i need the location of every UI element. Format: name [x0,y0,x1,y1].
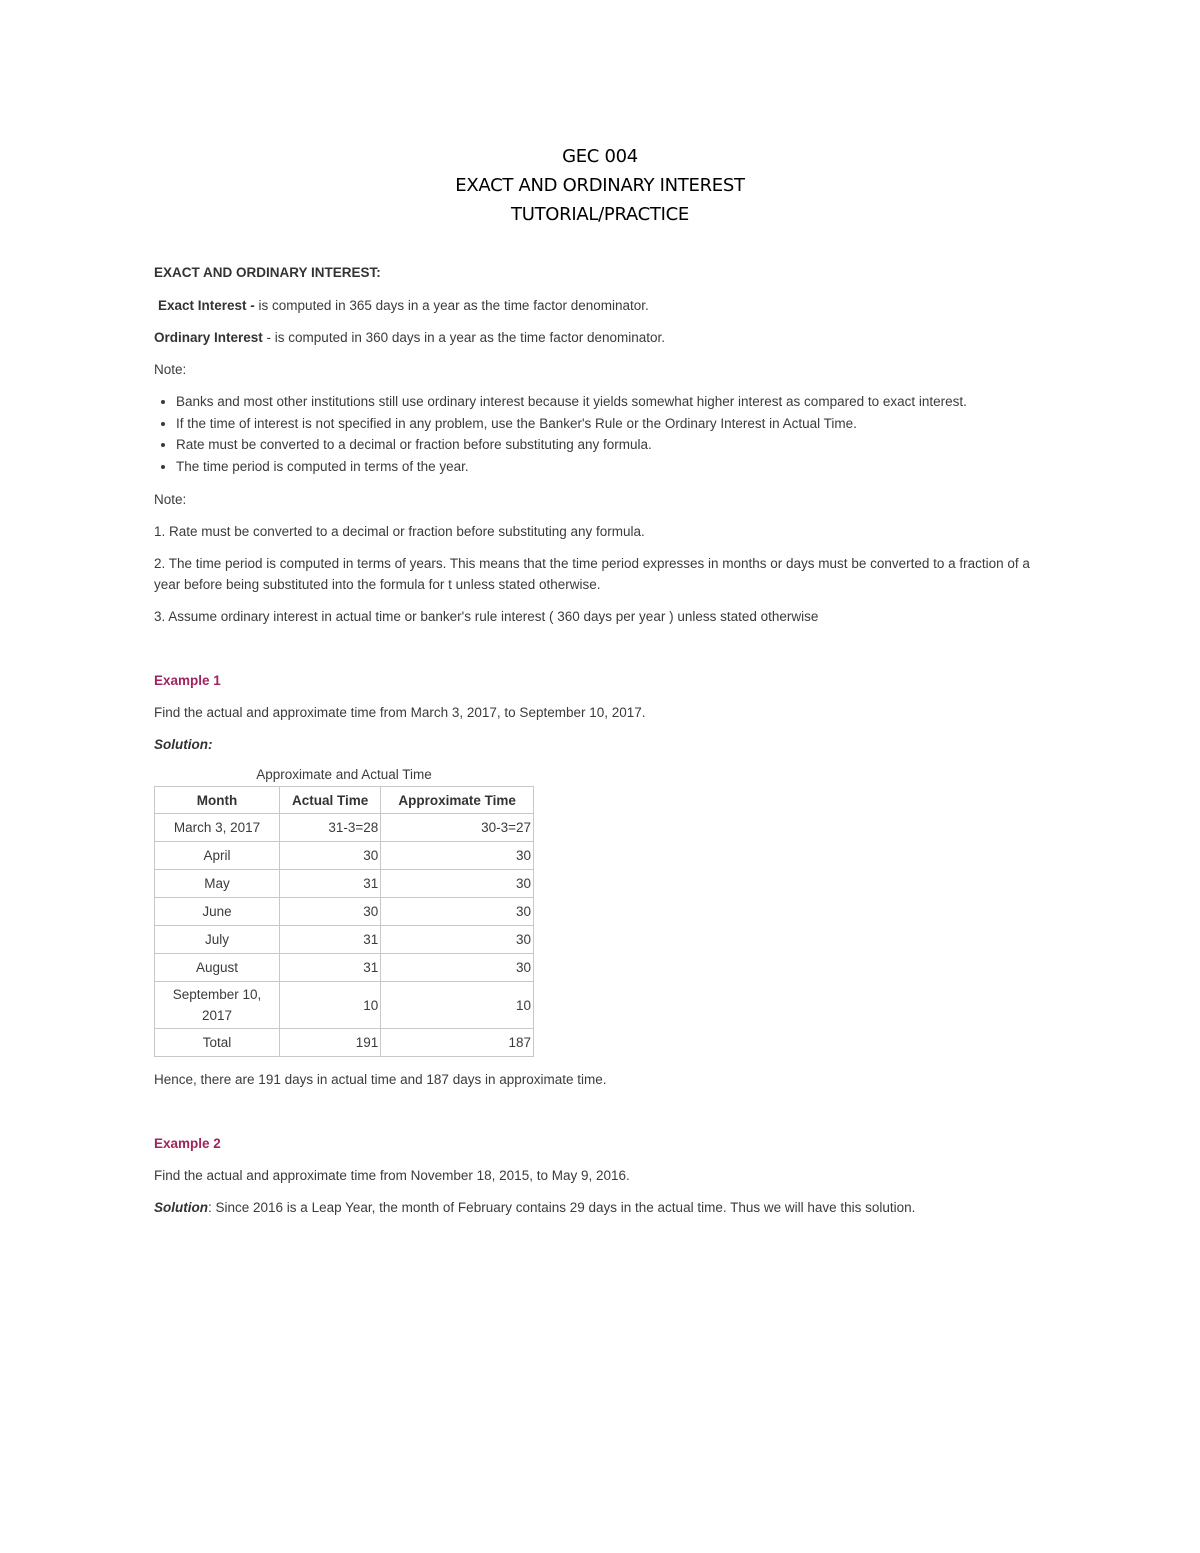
example-1-solution-label [154,734,1054,755]
list-item: • The time period is computed in terms of the year. [176,456,1054,478]
actual-time-cell: 31-3=28 [280,814,381,842]
time-table-container [154,766,534,1057]
table-row [155,926,534,954]
month-cell: September 10, 2017 [155,982,280,1029]
example-2-heading: Example 2 [154,1136,221,1151]
table-row [155,814,534,842]
solution-label: Solution: [154,737,213,752]
exact-interest-text: is computed in 365 days in a year as the time factor denominator. [254,298,649,313]
example-1-problem: Find the actual and approximate time from March 3, 2017, to September 10, 2017. [154,705,646,720]
document-title: EXACT AND ORDINARY INTEREST [455,175,745,196]
exact-interest-definition [154,295,1054,316]
column-header-actual-time: Actual Time [280,787,381,814]
example-2-problem: Find the actual and approximate time from November 18, 2015, to May 9, 2016. [154,1168,630,1183]
note-label: Note: [154,362,187,377]
list-item: • If the time of interest is not specified in any problem, use the Banker's Rule or the Ordinary Interest in Actual Time. [176,413,1054,435]
column-header-month: Month [155,787,280,814]
note-bullet-list [154,391,1054,477]
actual-time-cell: 31 [280,954,381,982]
spacer [154,1101,1054,1133]
spacer [154,638,1054,670]
actual-time-cell: 10 [280,982,381,1029]
approximate-time-total-cell: 187 [381,1029,534,1057]
table-header-row [155,787,534,814]
month-cell: March 3, 2017 [155,814,280,842]
actual-time-cell: 30 [280,842,381,870]
course-code: GEC 004 [562,146,638,167]
table-row [155,982,534,1029]
column-header-approximate-time: Approximate Time [381,787,534,814]
approximate-time-cell: 30-3=27 [381,814,534,842]
list-item: • Rate must be converted to a decimal or fraction before substituting any formula. [176,434,1054,456]
solution-text: : Since 2016 is a Leap Year, the month of February contains 29 days in the actual time. Thus we will have this solution. [208,1200,916,1215]
actual-time-cell: 31 [280,926,381,954]
table-row [155,870,534,898]
document-subtitle: TUTORIAL/PRACTICE [511,204,689,225]
ordinary-interest-definition [154,327,1054,348]
document-body [154,262,1054,1229]
month-cell: August [155,954,280,982]
example-2-solution [154,1197,1054,1218]
numbered-note: 2. The time period is computed in terms of years. This means that the time period expresses in months or days must be converted to a fraction of a year before being substituted into the formula for t unless stated otherwise. [154,556,1030,592]
actual-time-cell: 31 [280,870,381,898]
approximate-time-cell: 30 [381,842,534,870]
note-label: Note: [154,492,187,507]
table-caption: Approximate and Actual Time [256,767,432,782]
approximate-time-cell: 30 [381,926,534,954]
approximate-time-cell: 30 [381,870,534,898]
month-cell: April [155,842,280,870]
actual-time-total-cell: 191 [280,1029,381,1057]
approximate-time-cell: 10 [381,982,534,1029]
month-cell: June [155,898,280,926]
month-cell: Total [155,1029,280,1057]
month-cell: May [155,870,280,898]
table-row [155,954,534,982]
approximate-time-cell: 30 [381,954,534,982]
numbered-note: 1. Rate must be converted to a decimal or fraction before substituting any formula. [154,524,645,539]
section-heading: EXACT AND ORDINARY INTEREST: [154,265,381,280]
month-cell: July [155,926,280,954]
approximate-time-cell: 30 [381,898,534,926]
actual-time-cell: 30 [280,898,381,926]
ordinary-interest-term: Ordinary Interest [154,330,263,345]
time-table [154,786,534,1057]
solution-label: Solution [154,1200,208,1215]
example-1-conclusion: Hence, there are 191 days in actual time and 187 days in approximate time. [154,1072,607,1087]
table-row [155,898,534,926]
table-total-row [155,1029,534,1057]
list-item: • Banks and most other institutions still use ordinary interest because it yields somewhat higher interest as compared to exact interest. [176,391,1054,413]
example-1-heading: Example 1 [154,673,221,688]
document-header [0,142,1200,229]
table-row [155,842,534,870]
ordinary-interest-text: - is computed in 360 days in a year as the time factor denominator. [262,330,666,345]
numbered-note: 3. Assume ordinary interest in actual time or banker's rule interest ( 360 days per year ) unless stated otherwise [154,609,819,624]
exact-interest-term: Exact Interest - [158,298,255,313]
